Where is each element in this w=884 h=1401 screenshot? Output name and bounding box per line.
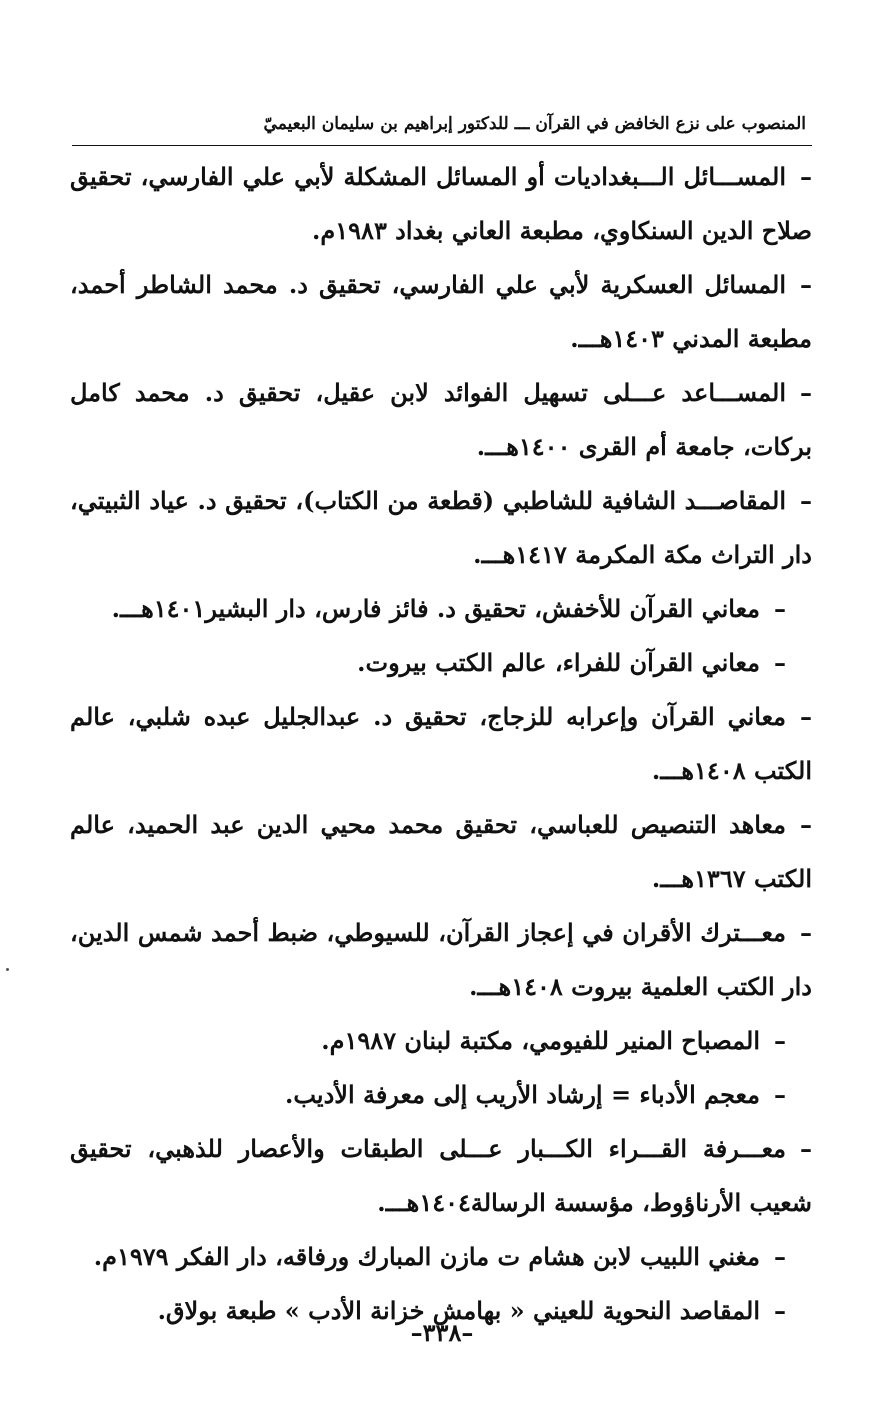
bibliography-entry: [70, 798, 812, 906]
entry-text: مغني اللبيب لابن هشام ت مازن المبارك ورفاقه، دار الفكر ١٩٧٩م.: [93, 1242, 760, 1271]
page-number: –٣٣٨–: [410, 1318, 474, 1347]
entry-text: معـــرفة القـــراء الكـــبار عـــلى الطبقات والأعصار للذهبي، تحقيق شعيب الأرناؤوط، مؤسسة الرسالة١٤٠٤هـــ.: [70, 1134, 812, 1217]
bibliography-entry: [70, 150, 812, 258]
entry-bullet: –: [800, 486, 812, 515]
entry-text: المســـاعد عـــلى تسهيل الفوائد لابن عقيل، تحقيق د. محمد كامل بركات، جامعة أم القرى ١٤٠٠هـــ.: [70, 378, 812, 461]
scan-speck: [6, 968, 9, 971]
bibliography-entry: [70, 1014, 812, 1068]
bibliography-entry: [70, 690, 812, 798]
entry-text: معجم الأدباء = إرشاد الأريب إلى معرفة الأديب.: [284, 1080, 760, 1109]
entry-text: المسائل العسكرية لأبي علي الفارسي، تحقيق د. محمد الشاطر أحمد، مطبعة المدني ١٤٠٣هـــ.: [70, 270, 812, 353]
entry-bullet: –: [800, 270, 812, 299]
entry-bullet: –: [774, 594, 786, 623]
entry-bullet: –: [774, 1242, 786, 1271]
bibliography-entry: [70, 366, 812, 474]
bibliography-entry: [70, 1230, 812, 1284]
entry-text: معاني القرآن للفراء، عالم الكتب بيروت.: [357, 648, 760, 677]
bibliography-entry: [70, 906, 812, 1014]
bibliography-entry: [70, 258, 812, 366]
bibliography-list: [70, 150, 812, 1338]
entry-bullet: –: [774, 1080, 786, 1109]
bibliography-entry: [70, 1122, 812, 1230]
entry-text: المقاصد النحوية للعيني « بهامش خزانة الأدب » طبعة بولاق.: [157, 1296, 760, 1325]
running-header: المنصوب على نزع الخافض في القرآن ـــ للدكتور إبراهيم بن سليمان البعيميّ: [263, 114, 806, 134]
entry-text: معاهد التنصيص للعباسي، تحقيق محمد محيي الدين عبد الحميد، عالم الكتب ١٣٦٧هـــ.: [70, 810, 812, 893]
bibliography-entry: [70, 636, 812, 690]
entry-text: معاني القرآن وإعرابه للزجاج، تحقيق د. عبدالجليل عبده شلبي، عالم الكتب ١٤٠٨هـــ.: [70, 702, 812, 785]
entry-text: معاني القرآن للأخفش، تحقيق د. فائز فارس، دار البشير١٤٠١هـــ.: [111, 594, 760, 623]
entry-bullet: –: [800, 810, 812, 839]
entry-text: المقاصـــد الشافية للشاطبي (قطعة من الكتاب)، تحقيق د. عياد الثبيتي، دار التراث مكة المكرمة ١٤١٧هـــ.: [70, 486, 812, 569]
entry-bullet: –: [800, 1134, 812, 1163]
entry-bullet: –: [774, 1026, 786, 1055]
entry-bullet: –: [800, 378, 812, 407]
entry-bullet: –: [800, 162, 812, 191]
bibliography-entry: [70, 474, 812, 582]
entry-bullet: –: [774, 648, 786, 677]
header-rule: [72, 145, 812, 146]
entry-bullet: –: [774, 1296, 786, 1325]
entry-text: المســـائل الـــبغداديات أو المسائل المشكلة لأبي علي الفارسي، تحقيق صلاح الدين السنكاوي، مطبعة العاني بغداد ١٩٨٣م.: [70, 162, 812, 245]
entry-bullet: –: [800, 702, 812, 731]
entry-bullet: –: [800, 918, 812, 947]
entry-text: المصباح المنير للفيومي، مكتبة لبنان ١٩٨٧م.: [321, 1026, 760, 1055]
bibliography-entry: [70, 582, 812, 636]
bibliography-entry: [70, 1068, 812, 1122]
entry-text: معـــترك الأقران في إعجاز القرآن، للسيوطي، ضبط أحمد شمس الدين، دار الكتب العلمية بيروت ١٤٠٨هـــ.: [70, 918, 812, 1001]
